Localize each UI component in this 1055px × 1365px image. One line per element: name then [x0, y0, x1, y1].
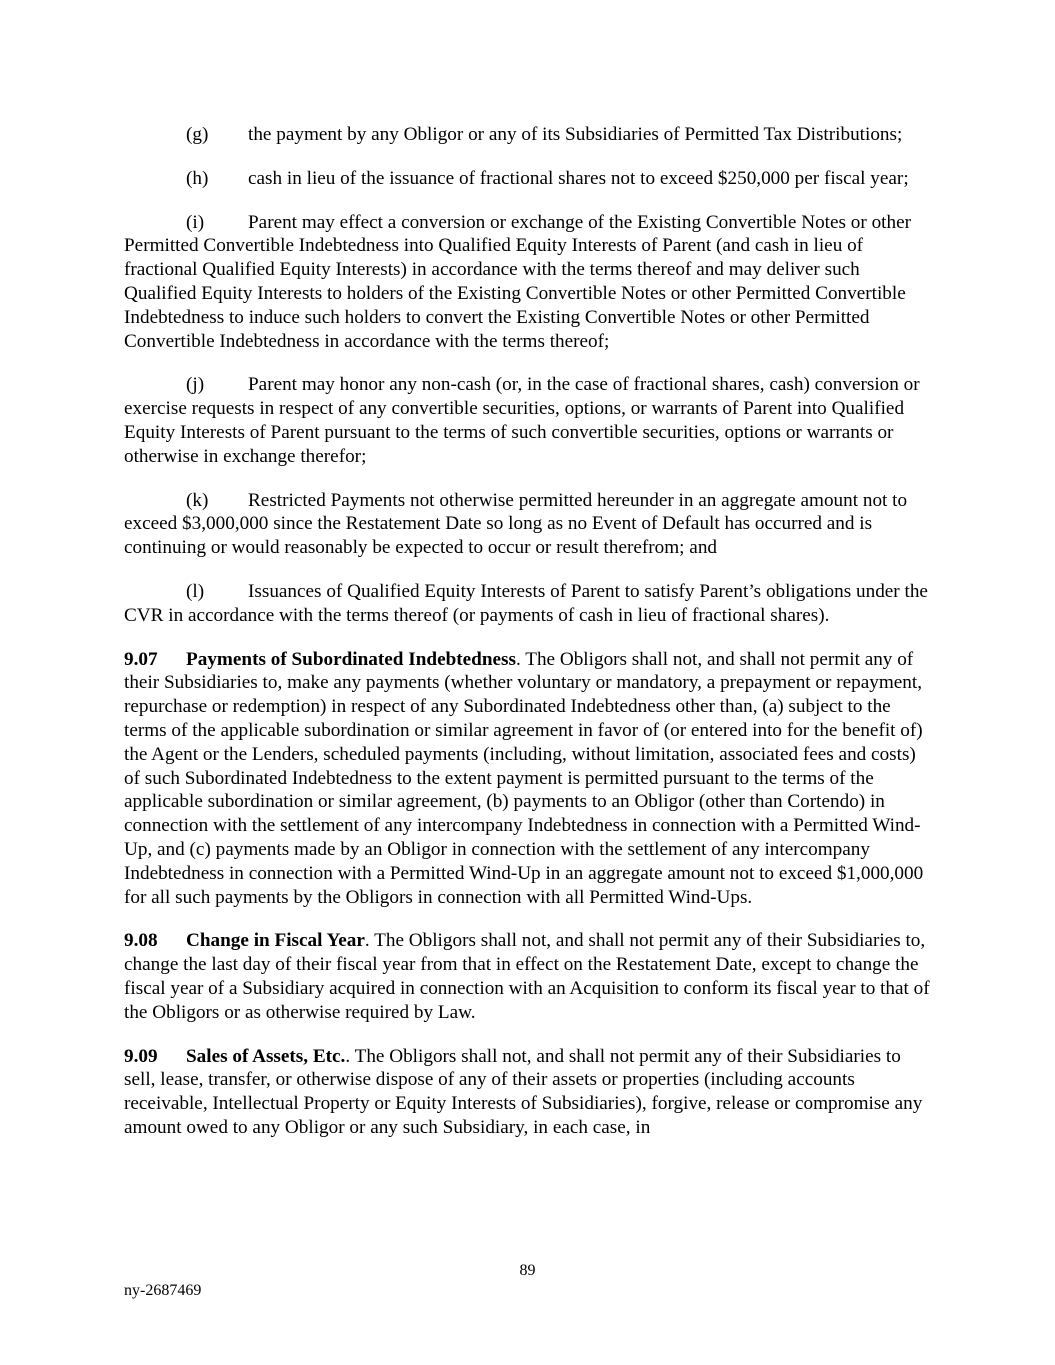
page-number: 89 — [519, 1262, 536, 1279]
section-9-07 — [124, 648, 934, 910]
clause-label: (k) — [186, 489, 209, 511]
clause-h — [124, 167, 934, 191]
clause-k — [124, 489, 934, 560]
clause-text: cash in lieu of the issuance of fractional shares not to exceed $250,000 per fiscal year; — [248, 167, 909, 189]
clause-label: (h) — [186, 167, 209, 189]
section-9-08 — [124, 929, 934, 1024]
clause-j — [124, 373, 934, 468]
clause-text: Issuances of Qualified Equity Interests of Parent to satisfy Parent’s obligations under the CVR in accordance with the terms thereof (or payments of cash in lieu of fractional shares). — [124, 580, 928, 626]
clause-i — [124, 211, 934, 354]
section-title: Sales of Assets, Etc. — [186, 1045, 346, 1067]
clause-label: (g) — [186, 124, 209, 145]
clause-label: (j) — [186, 374, 205, 396]
document-body — [124, 123, 934, 1160]
clause-text: the payment by any Obligor or any of its Subsidiaries of Permitted Tax Distributions; — [248, 124, 903, 145]
section-9-09 — [124, 1045, 934, 1140]
clause-l — [124, 580, 934, 628]
section-text: . The Obligors shall not, and shall not permit any of their Subsidiaries to, change the last day of their fiscal year from that in effect on the Restatement Date, except to change the fiscal year of a Subsidiary acquired in connection with an Acquisition to conform its fiscal year to that of the Obligors or as otherwise required by Law. — [124, 930, 930, 1023]
clause-text: Restricted Payments not otherwise permitted hereunder in an aggregate amount not to exceed $3,000,000 since the Restatement Date so long as no Event of Default has occurred and is continuing or would reasonably be expected to occur or result therefrom; and — [124, 489, 908, 559]
section-number: 9.08 — [124, 930, 158, 952]
section-number: 9.09 — [124, 1045, 158, 1067]
clause-label: (l) — [186, 580, 205, 602]
section-text: . The Obligors shall not, and shall not permit any of their Subsidiaries to sell, lease, transfer, or otherwise dispose of any of their assets or properties (including accounts receivable, Intellectual Property or Equity Interests of Subsidiaries), forgive, release or compromise any amount owed to any Obligor or any such Subsidiary, in each case, in — [124, 1045, 923, 1138]
section-text: . The Obligors shall not, and shall not permit any of their Subsidiaries to, make any payments (whether voluntary or mandatory, a prepayment or repayment, repurchase or redemption) in respect of any Subordinated Indebtedness other than, (a) subject to the terms of the applicable subordination or similar agreement in favor of (or entered into for the benefit of) the Agent or the Lenders, scheduled payments (including, without limitation, associated fees and costs) of such Subordinated Indebtedness to the extent payment is permitted pursuant to the terms of the applicable subordination or similar agreement, (b) payments to an Obligor (other than Cortendo) in connection with the settlement of any intercompany Indebtedness in connection with a Permitted Wind-Up, and (c) payments made by an Obligor in connection with the settlement of any intercompany Indebtedness in connection with a Permitted Wind-Up in an aggregate amount not to exceed $1,000,000 for all such payments by the Obligors in connection with all Permitted Wind-Ups. — [124, 648, 924, 908]
clause-text: Parent may effect a conversion or exchange of the Existing Convertible Notes or other Permitted Convertible Indebtedness into Qualified Equity Interests of Parent (and cash in lieu of fractional Qualified Equity Interests) in accordance with the terms thereof and may deliver such Qualified Equity Interests to holders of the Existing Convertible Notes or other Permitted Convertible Indebtedness to induce such holders to convert the Existing Convertible Notes or other Permitted Convertible Indebtedness in accordance with the terms thereof; — [124, 211, 911, 352]
section-number: 9.07 — [124, 648, 158, 670]
document-id: ny-2687469 — [124, 1282, 202, 1299]
section-title: Payments of Subordinated Indebtedness — [186, 648, 516, 670]
clause-label: (i) — [186, 211, 205, 233]
clause-g — [124, 123, 934, 147]
clause-text: Parent may honor any non-cash (or, in the case of fractional shares, cash) conversion or exercise requests in respect of any convertible securities, options, or warrants of Parent into Qualified Equity Interests of Parent pursuant to the terms of such convertible securities, options or warrants or otherwise in exchange therefor; — [124, 374, 920, 467]
section-title: Change in Fiscal Year — [186, 930, 365, 952]
